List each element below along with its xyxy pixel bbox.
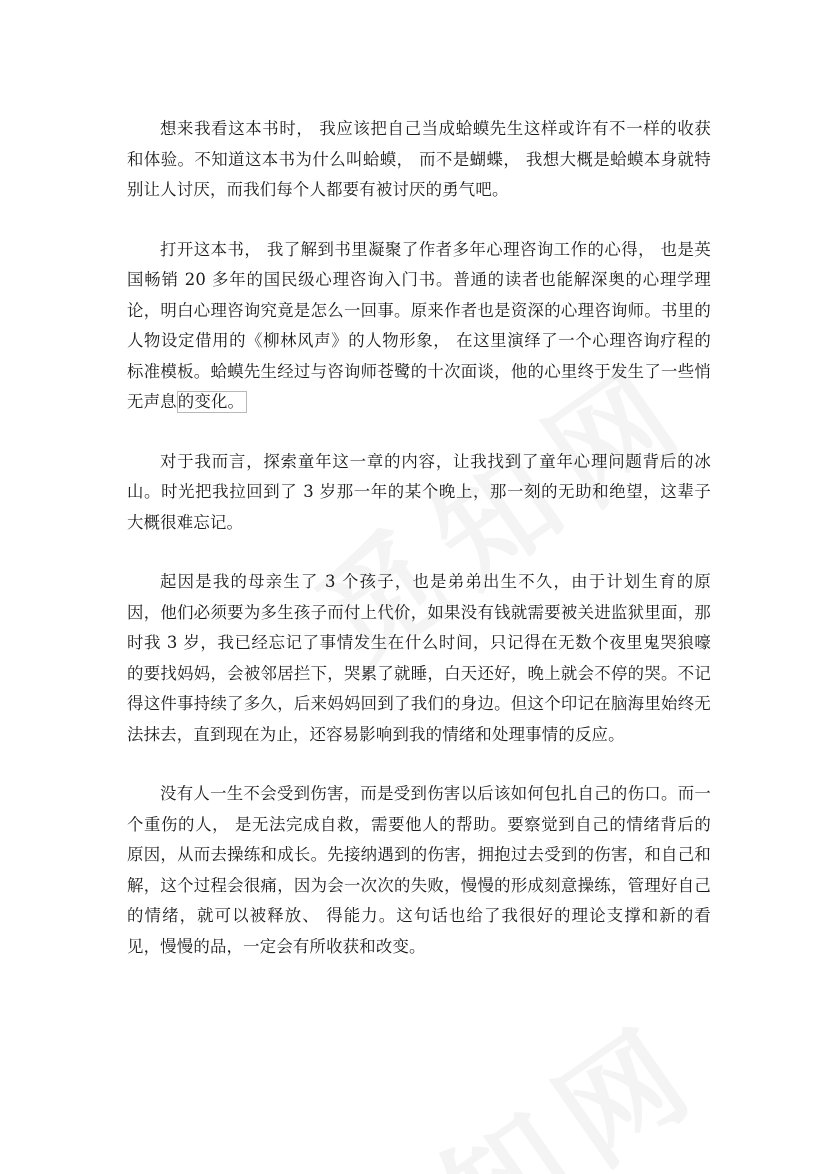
paragraph-text: 没有人一生不会受到伤害，而是受到伤害以后该如何包扎自己的伤口。而一个重伤的人， 是无法完成自救，需要他人的帮助。要察觉到自己的情绪背后的原因，从而去操练和成长。先接纳遇到的伤害，拥抱过去受到的伤害，和自己和解，这个过程会很痛，因为会一次次的失败，慢慢的形成刻意操练，管理好自己的情绪，就可以被释放、 得能力。这句话也给了我很好的理论支撑和新的看见，慢慢的品，一定会有所收获和改变。 xyxy=(127,784,711,956)
paragraph-2 xyxy=(127,235,711,418)
document-body xyxy=(127,114,711,991)
watermark xyxy=(289,975,732,1174)
paragraph-text: 对于我而言，探索童年这一章的内容，让我找到了童年心理问题背后的冰山。时光把我拉回到了 3 岁那一年的某个晚上，那一刻的无助和绝望，这辈子大概很难忘记。 xyxy=(127,451,711,532)
paragraph-3 xyxy=(127,447,711,539)
paragraph-5 xyxy=(127,779,711,962)
paragraph-text: 起因是我的母亲生了 3 个孩子，也是弟弟出生不久，由于计划生育的原因，他们必须要为多生孩子而付上代价，如果没有钱就需要被关进监狱里面，那时我 3 岁，我已经忘记了事情发生在什么时间，只记得在无数个夜里鬼哭狼嚎的要找妈妈，会被邻居拦下，哭累了就睡，白天还好，晚上就会不停的哭。不记得这件事持续了多久，后来妈妈回到了我们的身边。但这个印记在脑海里始终无法抹去，直到现在为止，还容易影响到我的情绪和处理事情的反应。 xyxy=(127,572,711,744)
paragraph-text: 打开这本书， 我了解到书里凝聚了作者多年心理咨询工作的心得， 也是英国畅销 20 多年的国民级心理咨询入门书。普通的读者也能解深奥的心理学理论，明白心理咨询究竟是怎么一回事。原来作者也是资深的心理咨询师。书里的人物设定借用的《柳林风声》的人物形象， 在这里演绎了一个心理咨询疗程的标准模板。蛤蟆先生经过与咨询师苍鹭的十次面谈，他的心里终于发生了一些悄无声息 xyxy=(127,239,711,411)
paragraph-1 xyxy=(127,114,711,206)
paragraph-text: 想来我看这本书时， 我应该把自己当成蛤蟆先生这样或许有不一样的收获和体验。不知道这本书为什么叫蛤蟆， 而不是蝴蝶， 我想大概是蛤蟆本身就特别让人讨厌，而我们每个人都要有被讨厌的勇气吧。 xyxy=(127,119,711,199)
text-selection[interactable]: 的变化。 xyxy=(177,391,247,413)
paragraph-4 xyxy=(127,567,711,750)
